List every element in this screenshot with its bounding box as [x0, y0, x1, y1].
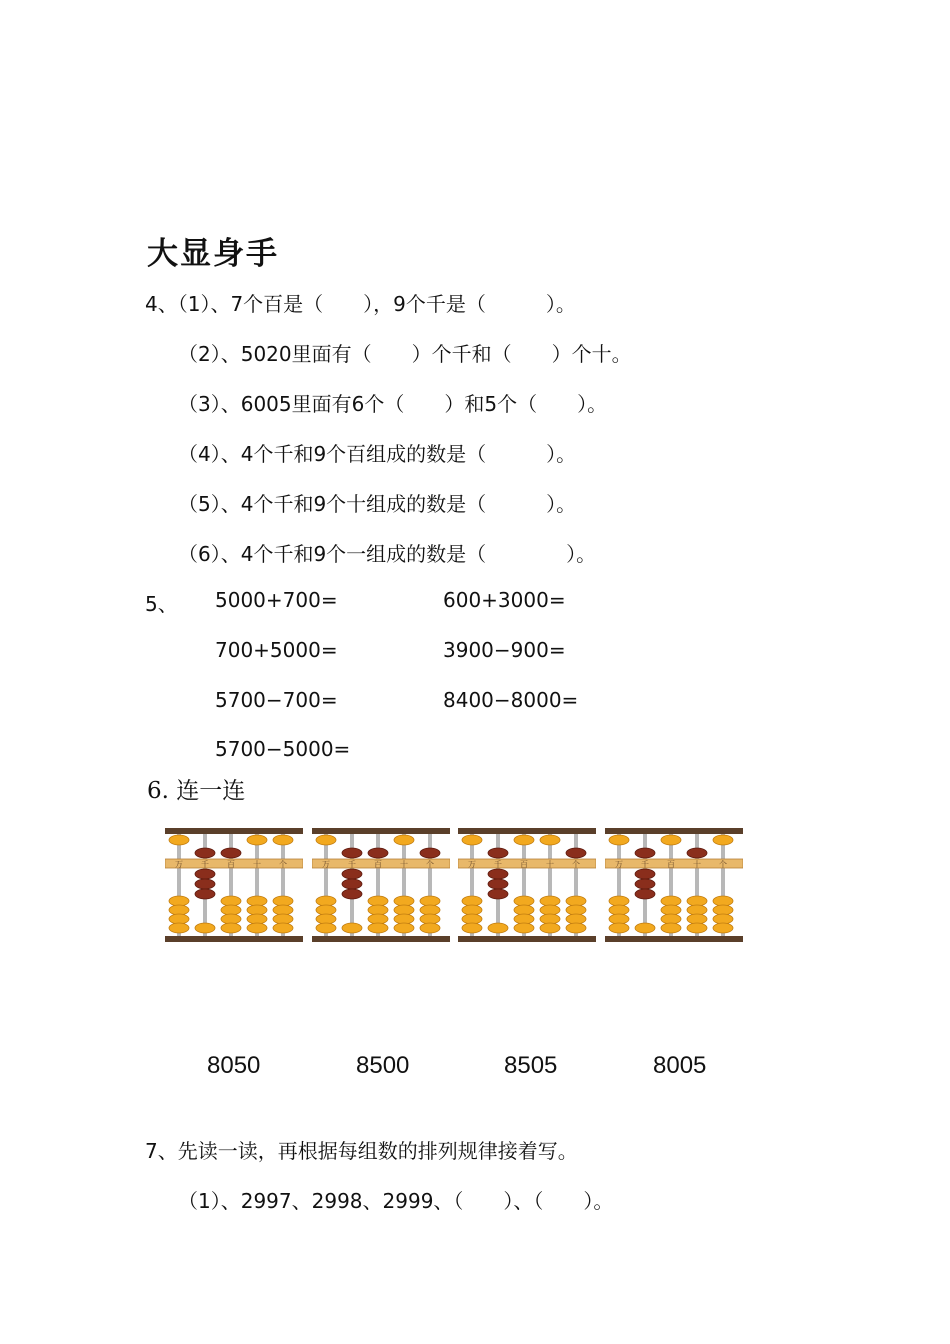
abacus-lower-bead [488, 879, 508, 889]
abacus-upper-bead [394, 835, 414, 845]
abacus-upper-bead [514, 835, 534, 845]
q7-title: 7、先读一读，再根据每组数的排列规律接着写。 [145, 1139, 578, 1163]
abacus-lower-bead [540, 923, 560, 933]
abacus-lower-bead [195, 889, 215, 899]
abacus-lower-bead [514, 896, 534, 906]
section-title: 大显身手 [147, 236, 279, 272]
abacus-lower-bead [713, 896, 733, 906]
abacus-upper-bead [316, 835, 336, 845]
abacus-lower-bead [195, 923, 215, 933]
abacus-lower-bead [661, 896, 681, 906]
abacus-lower-bead [394, 914, 414, 924]
q5-left-3: 5700−700= [215, 688, 338, 712]
abacus-lower-bead [247, 905, 267, 915]
abacus-lower-bead [342, 889, 362, 899]
abacus-upper-bead [273, 835, 293, 845]
abacus-lower-bead [661, 923, 681, 933]
answer-option-4[interactable]: 8005 [653, 1052, 707, 1079]
abacus-place-label: 个 [426, 860, 434, 869]
abacus-lower-bead [273, 914, 293, 924]
q5-right-2: 3900−900= [443, 638, 566, 662]
abacus-lower-bead [368, 905, 388, 915]
abacus-place-label: 万 [615, 860, 623, 869]
abacus-lower-bead [661, 905, 681, 915]
abacus-lower-bead [488, 889, 508, 899]
q4-line-5: （5）、4个千和9个十组成的数是（ ）。 [178, 492, 577, 516]
abacus-lower-bead [247, 923, 267, 933]
abacus-upper-bead [713, 835, 733, 845]
abacus-bottom-frame [312, 936, 450, 942]
abacus-lower-bead [635, 889, 655, 899]
q4-line-6: （6）、4个千和9个一组成的数是（ ）。 [178, 542, 597, 566]
abacus-lower-bead [566, 905, 586, 915]
q5-left-2: 700+5000= [215, 638, 338, 662]
abacus-place-label: 个 [719, 860, 727, 869]
abacus-lower-bead [368, 923, 388, 933]
abacus-lower-bead [687, 923, 707, 933]
abacus-upper-bead [462, 835, 482, 845]
abacus-lower-bead [316, 896, 336, 906]
abacus-lower-bead [462, 896, 482, 906]
abacus-lower-bead [195, 879, 215, 889]
abacus-top-frame [165, 828, 303, 834]
abacus-lower-bead [462, 923, 482, 933]
abacus-2 [312, 826, 450, 944]
abacus-lower-bead [221, 923, 241, 933]
q4-line-1: 4、（1）、7个百是（ ），9个千是（ ）。 [145, 292, 576, 316]
abacus-lower-bead [342, 923, 362, 933]
abacus-upper-bead [247, 835, 267, 845]
abacus-lower-bead [609, 914, 629, 924]
abacus-lower-bead [316, 914, 336, 924]
answer-option-2[interactable]: 8500 [356, 1052, 410, 1079]
abacus-lower-bead [566, 896, 586, 906]
abacus-lower-bead [195, 869, 215, 879]
abacus-lower-bead [221, 896, 241, 906]
answer-option-3[interactable]: 8505 [504, 1052, 558, 1079]
q4-line-4: （4）、4个千和9个百组成的数是（ ）。 [178, 442, 577, 466]
abacus-lower-bead [661, 914, 681, 924]
abacus-upper-bead [488, 848, 508, 858]
abacus-upper-bead [420, 848, 440, 858]
abacus-lower-bead [687, 914, 707, 924]
abacus-upper-bead [342, 848, 362, 858]
abacus-4 [605, 826, 743, 944]
abacus-lower-bead [713, 914, 733, 924]
abacus-lower-bead [514, 923, 534, 933]
abacus-1 [165, 826, 303, 944]
abacus-lower-bead [273, 896, 293, 906]
abacus-lower-bead [713, 923, 733, 933]
abacus-place-label: 万 [468, 860, 476, 869]
abacus-upper-bead [540, 835, 560, 845]
abacus-lower-bead [342, 879, 362, 889]
abacus-place-label: 千 [641, 860, 649, 869]
abacus-lower-bead [316, 923, 336, 933]
q7-line-1: （1）、2997、2998、2999、（ ）、（ ）。 [178, 1189, 614, 1213]
abacus-bottom-frame [605, 936, 743, 942]
abacus-lower-bead [609, 905, 629, 915]
q4-line-3: （3）、6005里面有6个（ ）和5个（ ）。 [178, 392, 608, 416]
abacus-lower-bead [368, 896, 388, 906]
abacus-lower-bead [687, 896, 707, 906]
q5-label: 5、 [145, 592, 178, 616]
abacus-lower-bead [566, 923, 586, 933]
abacus-upper-bead [368, 848, 388, 858]
abacus-upper-bead [687, 848, 707, 858]
q5-left-1: 5000+700= [215, 588, 338, 612]
q6-label: 6. 连一连 [147, 778, 246, 804]
abacus-lower-bead [169, 923, 189, 933]
abacus-place-label: 十 [693, 860, 701, 869]
abacus-lower-bead [635, 923, 655, 933]
abacus-lower-bead [540, 914, 560, 924]
abacus-place-label: 十 [253, 860, 261, 869]
abacus-lower-bead [420, 923, 440, 933]
q5-right-3: 8400−8000= [443, 688, 579, 712]
abacus-lower-bead [169, 905, 189, 915]
q5-left-4: 5700−5000= [215, 737, 351, 761]
abacus-upper-bead [195, 848, 215, 858]
abacus-lower-bead [169, 896, 189, 906]
abacus-lower-bead [394, 896, 414, 906]
abacus-lower-bead [394, 923, 414, 933]
abacus-lower-bead [247, 896, 267, 906]
abacus-lower-bead [635, 869, 655, 879]
abacus-lower-bead [609, 896, 629, 906]
abacus-lower-bead [394, 905, 414, 915]
abacus-lower-bead [687, 905, 707, 915]
abacus-lower-bead [566, 914, 586, 924]
abacus-place-label: 个 [572, 860, 580, 869]
answer-option-1[interactable]: 8050 [207, 1052, 261, 1079]
abacus-lower-bead [462, 905, 482, 915]
abacus-place-label: 十 [400, 860, 408, 869]
abacus-lower-bead [635, 879, 655, 889]
abacus-lower-bead [420, 914, 440, 924]
abacus-lower-bead [247, 914, 267, 924]
abacus-top-frame [312, 828, 450, 834]
abacus-lower-bead [462, 914, 482, 924]
abacus-lower-bead [609, 923, 629, 933]
abacus-upper-bead [661, 835, 681, 845]
abacus-bottom-frame [165, 936, 303, 942]
q4-line-2: （2）、5020里面有（ ）个千和（ ）个十。 [178, 342, 632, 366]
abacus-upper-bead [169, 835, 189, 845]
abacus-3 [458, 826, 596, 944]
abacus-lower-bead [169, 914, 189, 924]
abacus-upper-bead [609, 835, 629, 845]
abacus-lower-bead [488, 869, 508, 879]
abacus-place-label: 千 [494, 860, 502, 869]
q5-right-1: 600+3000= [443, 588, 566, 612]
abacus-lower-bead [342, 869, 362, 879]
abacus-lower-bead [713, 905, 733, 915]
abacus-lower-bead [273, 905, 293, 915]
abacus-lower-bead [420, 896, 440, 906]
abacus-top-frame [605, 828, 743, 834]
abacus-lower-bead [540, 905, 560, 915]
abacus-place-label: 万 [322, 860, 330, 869]
abacus-top-frame [458, 828, 596, 834]
abacus-lower-bead [514, 905, 534, 915]
abacus-place-label: 万 [175, 860, 183, 869]
abacus-place-label: 个 [279, 860, 287, 869]
abacus-lower-bead [273, 923, 293, 933]
abacus-lower-bead [488, 923, 508, 933]
abacus-place-label: 千 [201, 860, 209, 869]
abacus-place-label: 千 [348, 860, 356, 869]
abacus-upper-bead [221, 848, 241, 858]
abacus-place-label: 百 [374, 860, 382, 869]
abacus-upper-bead [566, 848, 586, 858]
abacus-lower-bead [316, 905, 336, 915]
abacus-lower-bead [368, 914, 388, 924]
abacus-lower-bead [420, 905, 440, 915]
abacus-lower-bead [514, 914, 534, 924]
abacus-lower-bead [540, 896, 560, 906]
abacus-place-label: 十 [546, 860, 554, 869]
abacus-upper-bead [635, 848, 655, 858]
abacus-place-label: 百 [667, 860, 675, 869]
abacus-bottom-frame [458, 936, 596, 942]
abacus-place-label: 百 [520, 860, 528, 869]
abacus-place-label: 百 [227, 860, 235, 869]
abacus-lower-bead [221, 914, 241, 924]
abacus-lower-bead [221, 905, 241, 915]
